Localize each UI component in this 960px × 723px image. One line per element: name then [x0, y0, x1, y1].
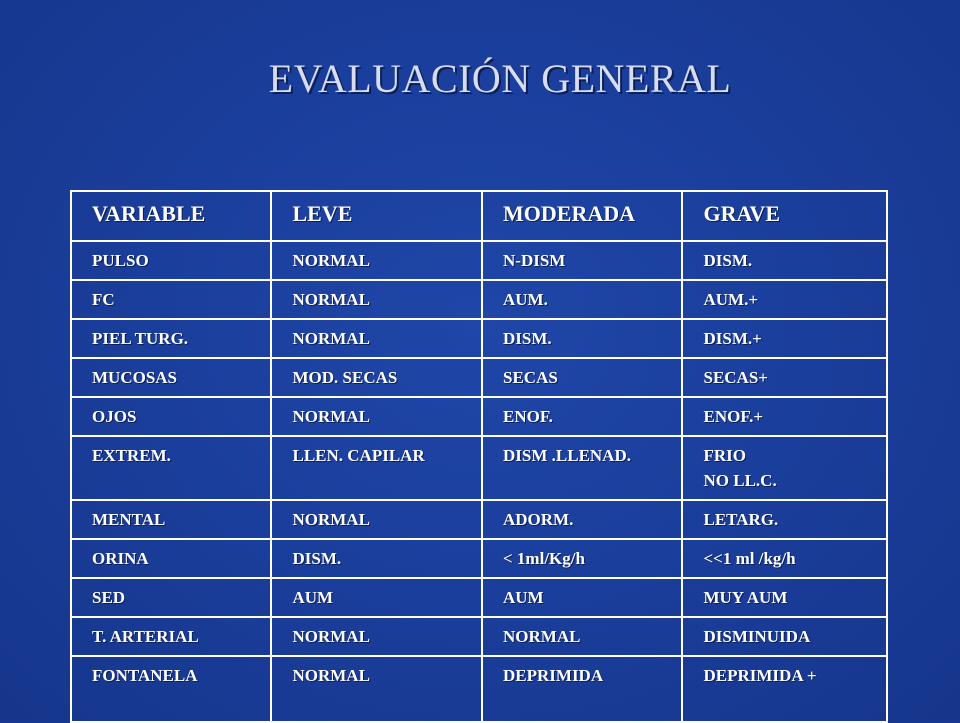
header-leve: LEVE [271, 191, 482, 241]
table-cell: SECAS [482, 358, 682, 397]
table-cell: ADORM. [482, 500, 682, 539]
table-row [71, 397, 887, 436]
table-row [71, 280, 887, 319]
table-cell: LETARG. [682, 500, 887, 539]
table-cell: SECAS+ [682, 358, 887, 397]
table-header-row [71, 191, 887, 241]
table-cell: PIEL TURG. [71, 319, 271, 358]
table-cell: DISM .LLENAD. [482, 436, 682, 500]
table-row [71, 241, 887, 280]
table-cell: MENTAL [71, 500, 271, 539]
table-row [71, 319, 887, 358]
table-cell: AUM. [482, 280, 682, 319]
table-cell: DISM. [271, 539, 482, 578]
table-cell: LLEN. CAPILAR [271, 436, 482, 500]
table-row [71, 656, 887, 722]
header-grave: GRAVE [682, 191, 887, 241]
table-row [71, 539, 887, 578]
page-title: EVALUACIÓN GENERAL [268, 56, 732, 101]
table-cell: AUM [482, 578, 682, 617]
evaluation-table [70, 190, 888, 723]
table-row [71, 500, 887, 539]
table-cell: NORMAL [271, 241, 482, 280]
table-cell: NORMAL [271, 319, 482, 358]
table-cell: ENOF. [482, 397, 682, 436]
table-row [71, 617, 887, 656]
table-cell: OJOS [71, 397, 271, 436]
table-row [71, 358, 887, 397]
table-cell: PULSO [71, 241, 271, 280]
table-cell: MUCOSAS [71, 358, 271, 397]
table-cell: DEPRIMIDA + [682, 656, 887, 722]
table-cell: < 1ml/Kg/h [482, 539, 682, 578]
table-cell: NORMAL [271, 656, 482, 722]
table-cell: FRIO NO LL.C. [682, 436, 887, 500]
table-cell: DISMINUIDA [682, 617, 887, 656]
table-cell: DISM.+ [682, 319, 887, 358]
table-cell: <<1 ml /kg/h [682, 539, 887, 578]
table-cell: N-DISM [482, 241, 682, 280]
table-cell: MOD. SECAS [271, 358, 482, 397]
table-cell: DISM. [482, 319, 682, 358]
table-cell: FC [71, 280, 271, 319]
table-cell: T. ARTERIAL [71, 617, 271, 656]
table-cell: FONTANELA [71, 656, 271, 722]
table-cell: EXTREM. [71, 436, 271, 500]
table-cell: ENOF.+ [682, 397, 887, 436]
table-cell: AUM.+ [682, 280, 887, 319]
table-cell: NORMAL [271, 617, 482, 656]
table-cell: ORINA [71, 539, 271, 578]
table-cell: NORMAL [271, 500, 482, 539]
table-cell: NORMAL [482, 617, 682, 656]
table-cell: MUY AUM [682, 578, 887, 617]
header-moderada: MODERADA [482, 191, 682, 241]
table-cell: DISM. [682, 241, 887, 280]
table-cell: NORMAL [271, 280, 482, 319]
header-variable: VARIABLE [71, 191, 271, 241]
table-row [71, 436, 887, 500]
table-cell: SED [71, 578, 271, 617]
table-row [71, 578, 887, 617]
table-cell: NORMAL [271, 397, 482, 436]
table-cell: AUM [271, 578, 482, 617]
table-cell: DEPRIMIDA [482, 656, 682, 722]
